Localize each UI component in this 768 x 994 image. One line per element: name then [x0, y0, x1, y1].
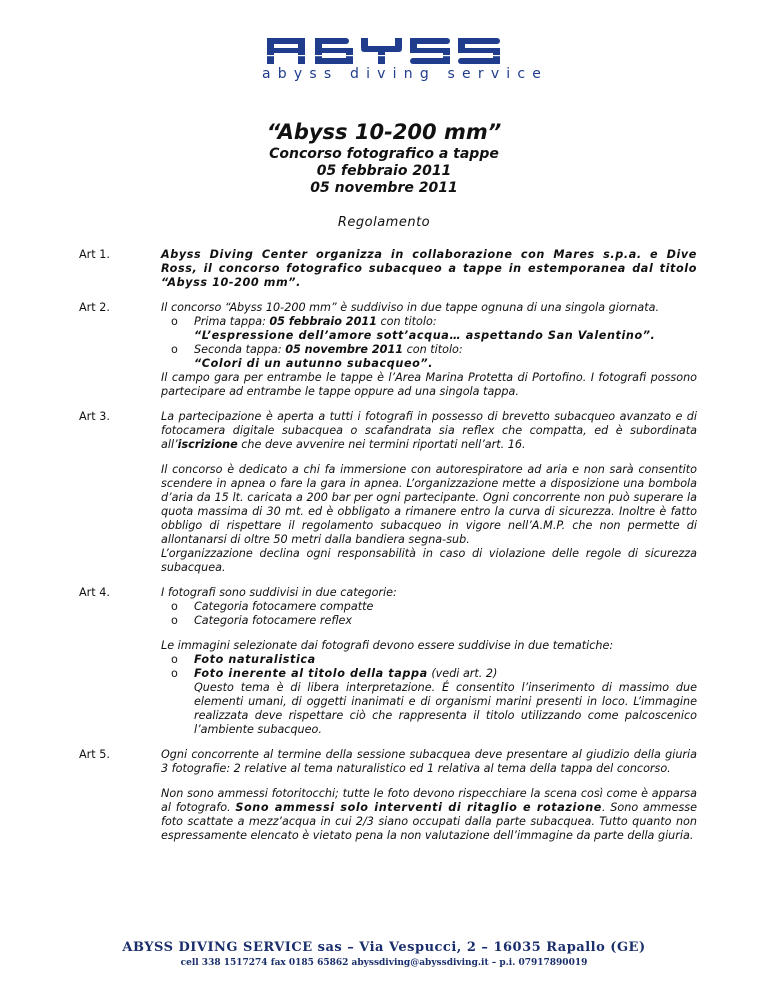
company-address: ABYSS DIVING SERVICE sas – Via Vespucci, 2 – 16035 Rapallo (GE): [122, 940, 646, 955]
abyss-logo: [262, 38, 549, 82]
stage-1-date: 05 febbraio 2011: [269, 315, 377, 328]
article-4: [79, 586, 697, 737]
article-3-p1: La partecipazione è aperta a tutti i fotografi in possesso di brevetto subacqueo avanzato e di fotocamera digitale subacquea o scafandrata sia reflex che compatta, ed è subordinata all’iscrizione che deve avvenire nei termini riportati nell’art. 16.: [161, 410, 697, 451]
logo-tagline: abyss diving service: [262, 66, 549, 82]
bullet-marker: o: [171, 315, 178, 328]
contest-date-1: 05 febbraio 2011: [316, 163, 452, 179]
article-label: Art 3.: [79, 410, 110, 423]
bullet-marker: o: [171, 653, 178, 666]
list-item: o Categoria fotocamere compatte: [171, 600, 374, 613]
stage-2-date: 05 novembre 2011: [285, 343, 404, 356]
article-label: Art 4.: [79, 586, 110, 599]
list-item: o Prima tappa: 05 febbraio 2011 con titolo:: [171, 315, 437, 328]
article-2-intro: Il concorso “Abyss 10-200 mm” è suddiviso in due tappe ognuna di una singola giornata.: [161, 301, 660, 314]
article-4-theme-description: Questo tema è di libera interpretazione. É consentito l’inserimento di massimo due elementi umani, di oggetti inanimati e di organismi marini presenti in loco. L’immagine realizzata deve rispettare ciò che rappresenta il titolo utilizzando come palcoscenico l’ambiente subacqueo.: [194, 681, 697, 736]
article-2-outro: Il campo gara per entrambe le tappe è l’Area Marina Protetta di Portofino. I fotografi possono partecipare ad entrambe le tappe oppure ad una singola tappa.: [161, 371, 697, 398]
bullet-marker: o: [171, 614, 178, 627]
list-item: o Seconda tappa: 05 novembre 2011 con titolo:: [171, 343, 463, 356]
company-contacts: cell 338 1517274 fax 0185 65862 abyssdiving@abyssdiving.it – p.i. 07917890019: [180, 958, 588, 968]
contest-date-2: 05 novembre 2011: [310, 180, 458, 196]
document-header: [0, 118, 768, 230]
section-heading: Regolamento: [337, 215, 431, 230]
regulation-body: [79, 248, 697, 854]
contest-subtitle: Concorso fotografico a tappe: [269, 146, 499, 162]
bullet-marker: o: [171, 343, 178, 356]
article-2: [79, 301, 697, 399]
article-label: Art 1.: [79, 248, 110, 261]
article-1-text: Abyss Diving Center organizza in collaborazione con Mares s.p.a. e Dive Ross, il concorso fotografico subacqueo a tappe in estemporanea dal titolo “Abyss 10-200 mm”.: [161, 248, 697, 289]
article-5: [79, 748, 697, 843]
article-3-p2: Il concorso è dedicato a chi fa immersione con autorespiratore ad aria e non sarà consentito scendere in apnea o fare la gara in apnea. L’organizzazione mette a disposizione una bombola d’aria da 15 lt. caricata a 200 bar per ogni partecipante. Ogni concorrente non può superare la quota massima di 30 mt. ed è obbligato a rimanere entro la curva di sicurezza. Inoltre è fatto obbligo di rispettare il regolamento subacqueo in vigore nell’A.M.P. che non permette di allontanarsi di oltre 50 metri dalla bandiera segna-sub.: [161, 463, 697, 546]
document-footer: [0, 940, 768, 968]
article-5-p1: Ogni concorrente al termine della sessione subacquea deve presentare al giudizio della giuria 3 fotografie: 2 relative al tema naturalistico ed 1 relativa al tema della tappa del concorso.: [161, 748, 697, 775]
stage-1-title: “L’espressione dell’amore sott’acqua… aspettando San Valentino”.: [194, 329, 656, 342]
article-3-p3: L’organizzazione declina ogni responsabilità in caso di violazione delle regole di sicurezza subacquea.: [161, 547, 697, 574]
contest-title: “Abyss 10-200 mm”: [266, 120, 502, 144]
bullet-marker: o: [171, 600, 178, 613]
article-label: Art 5.: [79, 748, 110, 761]
article-label: Art 2.: [79, 301, 110, 314]
article-4-intro: I fotografi sono suddivisi in due categorie:: [161, 586, 397, 599]
abyss-logo-mark: [265, 38, 505, 64]
article-4-themes-intro: Le immagini selezionate dai fotografi devono essere suddivise in due tematiche:: [161, 639, 614, 652]
article-1: [79, 248, 697, 290]
stage-2-title: “Colori di un autunno subacqueo”.: [194, 357, 434, 370]
bullet-marker: o: [171, 667, 178, 680]
list-item: o Categoria fotocamere reflex: [171, 614, 353, 627]
article-5-p2: Non sono ammessi fotoritocchi; tutte le foto devono rispecchiare la scena così come è apparsa al fotografo. Sono ammessi solo interventi di ritaglio e rotazione. Sono ammesse foto scattate a mezz’acqua in cui 2/3 siano occupati dalla parte subacquea. Tutto quanto non espressamente elencato è vietato pena la non valutazione dell’immagine da parte della giuria.: [161, 787, 697, 842]
article-3: [79, 410, 697, 575]
list-item: o Foto naturalistica: [171, 653, 316, 666]
list-item: o Foto inerente al titolo della tappa (vedi art. 2): [171, 667, 498, 680]
